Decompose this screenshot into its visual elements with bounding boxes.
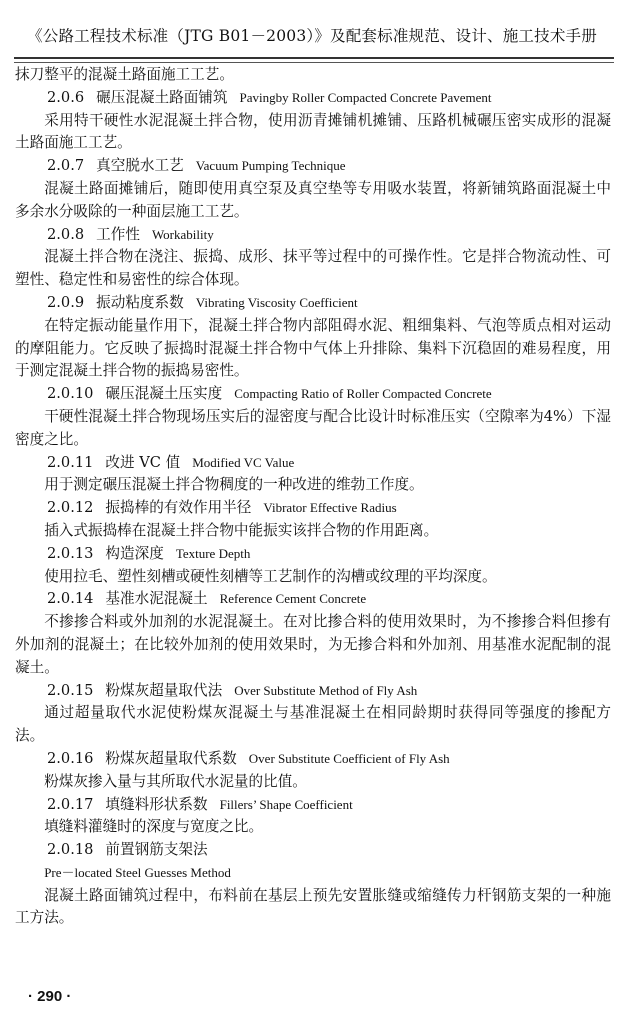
term-english: Over Substitute Coefficient of Fly Ash [248, 750, 450, 766]
term-heading [15, 87, 611, 110]
term-heading [15, 543, 611, 566]
term-number: 2.0.8 [47, 225, 85, 243]
term-2-0-16 [15, 748, 611, 794]
term-chinese: 粉煤灰超量取代法 [105, 681, 223, 699]
term-2-0-9 [15, 292, 611, 383]
term-heading [15, 748, 611, 771]
term-chinese: 工作性 [96, 225, 140, 243]
term-heading [15, 839, 611, 862]
term-english-line [15, 862, 611, 885]
term-2-0-18 [15, 839, 611, 930]
running-header: 《公路工程技术标准（JTG B01－2003）》及配套标准规范、设计、施工技术手册 [27, 27, 597, 45]
term-english: Texture Depth [175, 545, 251, 561]
term-definition: 采用特干硬性水泥混凝土拌合物，使用沥青摊铺机摊铺、压路机械碾压密实成形的混凝土路面施工工艺。 [15, 111, 611, 152]
term-2-0-17 [15, 794, 611, 840]
term-definition: 通过超量取代水泥使粉煤灰混凝土与基准混凝土在相同龄期时获得同等强度的掺配方法。 [15, 704, 611, 745]
term-heading [15, 497, 611, 520]
term-english: Pre－located Steel Guesses Method [44, 864, 231, 880]
term-number: 2.0.18 [47, 841, 94, 859]
term-2-0-14 [15, 588, 611, 679]
intro-tail: 抹刀整平的混凝土路面施工工艺。 [15, 66, 234, 83]
term-number: 2.0.9 [47, 293, 85, 311]
term-heading [15, 794, 611, 817]
term-chinese: 振动粘度系数 [96, 293, 184, 311]
term-definition: 用于测定碾压混凝土拌合物稠度的一种改进的维勃工作度。 [44, 476, 424, 494]
term-definition: 粉煤灰掺入量与其所取代水泥量的比值。 [44, 772, 307, 790]
term-2-0-15 [15, 680, 611, 748]
term-heading [15, 383, 611, 406]
term-chinese: 填缝料形状系数 [105, 795, 208, 813]
term-number: 2.0.15 [47, 681, 94, 699]
term-heading [15, 452, 611, 475]
term-heading [15, 224, 611, 247]
term-2-0-13 [15, 543, 611, 589]
term-2-0-11 [15, 452, 611, 498]
term-chinese: 真空脱水工艺 [96, 157, 184, 175]
term-definition: 插入式振捣棒在混凝土拌合物中能振实该拌合物的作用距离。 [44, 521, 439, 539]
term-definition: 填缝料灌缝时的深度与宽度之比。 [44, 818, 264, 836]
term-english: Fillers’ Shape Coefficient [219, 796, 353, 812]
term-english: Vacuum Pumping Technique [195, 158, 346, 174]
term-chinese: 构造深度 [105, 544, 164, 562]
header-rule-thin [14, 62, 614, 63]
term-english: Reference Cement Concrete [219, 591, 367, 607]
term-2-0-8 [15, 224, 611, 292]
term-english: Modified VC Value [192, 454, 295, 470]
term-2-0-7 [15, 155, 611, 223]
term-number: 2.0.12 [47, 499, 94, 517]
header-rule-thick [14, 57, 614, 59]
term-2-0-12 [15, 497, 611, 543]
term-english: Vibrator Effective Radius [263, 500, 397, 516]
term-definition: 使用拉毛、塑性刻槽或硬性刻槽等工艺制作的沟槽或纹理的平均深度。 [44, 567, 497, 585]
term-english: Over Substitute Method of Fly Ash [234, 682, 418, 698]
term-heading [15, 680, 611, 703]
term-chinese: 碾压混凝土压实度 [105, 385, 223, 403]
term-definition: 混凝土路面铺筑过程中，布料前在基层上预先安置胀缝或缩缝传力杆钢筋支架的一种施工方法。 [15, 886, 611, 927]
page-body [15, 64, 611, 930]
term-chinese: 振捣棒的有效作用半径 [105, 499, 252, 517]
term-number: 2.0.10 [47, 385, 94, 403]
term-chinese: 基准水泥混凝土 [105, 590, 208, 608]
term-heading [15, 588, 611, 611]
term-chinese: 粉煤灰超量取代系数 [105, 749, 237, 767]
term-chinese: 前置钢筋支架法 [105, 841, 208, 859]
term-number: 2.0.13 [47, 544, 94, 562]
term-definition: 混凝土拌合物在浇注、振捣、成形、抹平等过程中的可操作性。它是拌合物流动性、可塑性、稳定性和易密性的综合体现。 [15, 248, 611, 289]
term-number: 2.0.11 [47, 453, 94, 471]
term-number: 2.0.14 [47, 590, 94, 608]
term-number: 2.0.7 [47, 157, 85, 175]
term-english: Workability [151, 226, 214, 242]
term-english: Compacting Ratio of Roller Compacted Concrete [234, 386, 492, 402]
term-number: 2.0.6 [47, 88, 85, 106]
term-chinese: 改进 VC 值 [105, 453, 181, 471]
term-english: Pavingby Roller Compacted Concrete Pavement [239, 89, 492, 105]
term-2-0-10 [15, 383, 611, 451]
term-heading [15, 155, 611, 178]
page-number: · 290 · [28, 988, 72, 1005]
term-2-0-6 [15, 87, 611, 155]
term-definition: 干硬性混凝土拌合物现场压实后的湿密度与配合比设计时标准压实（空隙率为4%）下湿密度之比。 [15, 407, 611, 448]
term-number: 2.0.17 [47, 795, 94, 813]
term-english: Vibrating Viscosity Coefficient [195, 294, 358, 310]
term-definition: 在特定振动能量作用下，混凝土拌合物内部阻碍水泥、粗细集料、气泡等质点相对运动的摩阻能力。它反映了振捣时混凝土拌合物中气体上升排除、集料下沉稳固的难易程度，用于测定混凝土拌合物的振捣易密性。 [15, 316, 611, 380]
term-heading [15, 292, 611, 315]
term-definition: 混凝土路面摊铺后，随即使用真空泵及真空垫等专用吸水装置，将新铺筑路面混凝土中多余水分吸除的一种面层施工工艺。 [15, 179, 611, 220]
term-definition: 不掺掺合料或外加剂的水泥混凝土。在对比掺合料的使用效果时，为不掺掺合料但掺有外加剂的混凝土；在比较外加剂的使用效果时，为无掺合料和外加剂、用基准水泥配制的混凝土。 [15, 613, 611, 676]
term-chinese: 碾压混凝土路面铺筑 [96, 88, 228, 106]
term-number: 2.0.16 [47, 749, 94, 767]
